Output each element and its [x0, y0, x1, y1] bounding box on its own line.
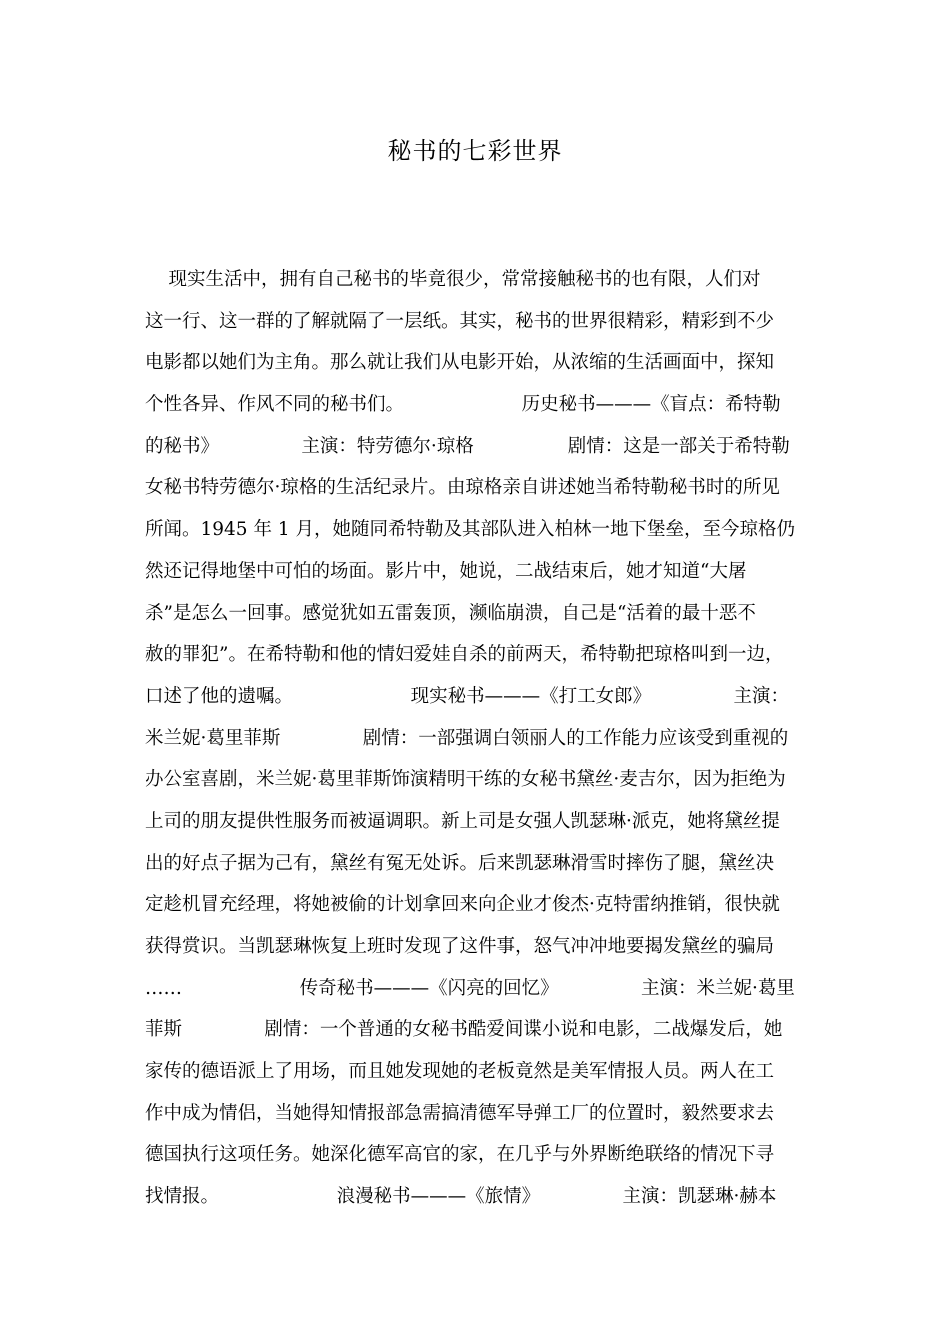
body-line: 然还记得地堡中可怕的场面。影片中，她说，二战结束后，她才知道“大屠: [145, 560, 747, 582]
body-line: 上司的朋友提供性服务而被逼调职。新上司是女强人凯瑟琳·派克，她将黛丝提: [145, 810, 780, 832]
body-line: 现实生活中，拥有自己秘书的毕竟很少，常常接触秘书的也有限，人们对: [145, 269, 761, 290]
body-line: 出的好点子据为己有，黛丝有冤无处诉。后来凯瑟琳滑雪时摔伤了腿，黛丝决: [145, 852, 775, 874]
document-title: 秘书的七彩世界: [387, 137, 563, 165]
body-line: 菲斯 剧情：一个普通的女秘书酷爱间谍小说和电影，二战爆发后，她: [145, 1019, 783, 1041]
body-text: [145, 259, 815, 1218]
body-line: 家传的德语派上了用场，而且她发现她的老板竟然是美军情报人员。两人在工: [145, 1061, 775, 1083]
body-line: 女秘书特劳德尔·琼格的生活纪录片。由琼格亲自讲述她当希特勒秘书时的所见: [145, 477, 780, 499]
body-line: …… 传奇秘书———《闪亮的回忆》 主演：米兰妮·葛里: [145, 977, 795, 999]
body-line: 这一行、这一群的了解就隔了一层纸。其实，秘书的世界很精彩，精彩到不少: [145, 310, 775, 332]
body-line: 口述了他的遗嘱。 现实秘书———《打工女郎》 主演：: [145, 685, 789, 707]
body-line: 赦的罪犯”。在希特勒和他的情妇爱娃自杀的前两天，希特勒把琼格叫到一边，: [145, 644, 784, 666]
body-line: 米兰妮·葛里菲斯 剧情：一部强调白领丽人的工作能力应该受到重视的: [145, 727, 789, 749]
body-line: 电影都以她们为主角。那么就让我们从电影开始，从浓缩的生活画面中，探知: [145, 352, 775, 374]
body-line: 的秘书》 主演：特劳德尔·琼格 剧情：这是一部关于希特勒: [145, 435, 790, 457]
body-line: 获得赏识。当凯瑟琳恢复上班时发现了这件事，怒气冲冲地要揭发黛丝的骗局: [145, 936, 775, 957]
body-line: 定趁机冒充经理，将她被偷的计划拿回来向企业才俊杰·克特雷纳推销，很快就: [145, 894, 780, 916]
body-line: 办公室喜剧，米兰妮·葛里菲斯饰演精明干练的女秘书黛丝·麦吉尔，因为拒绝为: [145, 769, 786, 791]
body-line: 作中成为情侣，当她得知情报部急需搞清德军导弹工厂的位置时，毅然要求去: [145, 1102, 775, 1124]
body-line: 所闻。1945 年 1 月，她随同希特勒及其部队进入柏林一地下堡垒，至今琼格仍: [145, 519, 795, 541]
body-line: 找情报。 浪漫秘书———《旅情》 主演：凯瑟琳·赫本: [145, 1186, 777, 1208]
body-line: 德国执行这项任务。她深化德军高官的家，在几乎与外界断绝联络的情况下寻: [145, 1144, 775, 1166]
body-line: 杀”是怎么一回事。感觉犹如五雷轰顶，濒临崩溃，自己是“活着的最十恶不: [145, 602, 756, 624]
body-line: 个性各异、作风不同的秘书们。 历史秘书———《盲点：希特勒: [145, 394, 781, 416]
